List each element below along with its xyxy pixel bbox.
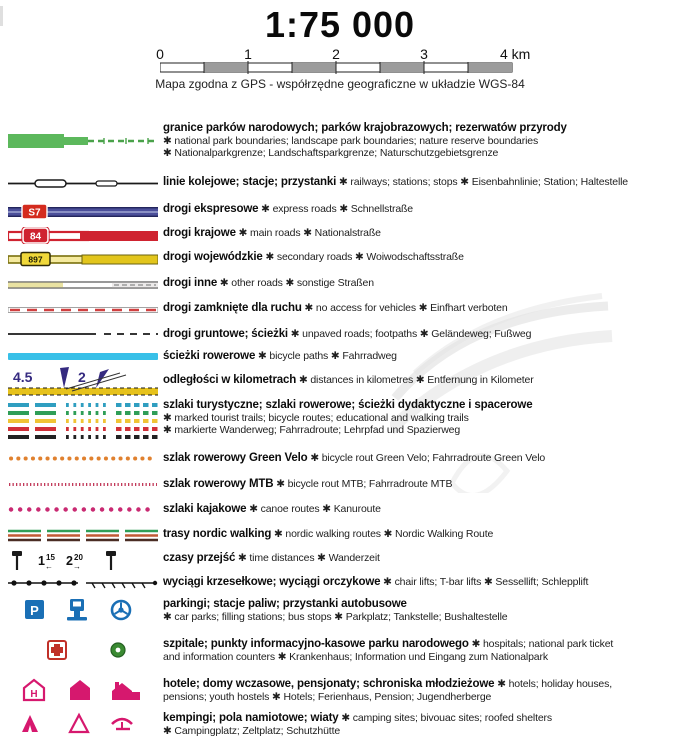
svg-text:P: P — [30, 603, 39, 618]
roofed-shelter-icon — [112, 719, 132, 729]
national-park-info-icon — [111, 643, 125, 657]
park-boundary-symbol — [8, 131, 158, 153]
scan-edge-artifact — [0, 6, 3, 26]
green-velo-symbol — [8, 454, 158, 463]
marked-trails-symbol — [8, 401, 158, 442]
svg-text:2: 2 — [66, 554, 73, 568]
camping-symbols — [8, 712, 158, 735]
bivouac-site-icon — [70, 715, 88, 732]
scalebar-tick-label: 1 — [244, 46, 252, 62]
parking-icon — [25, 600, 44, 619]
time-distance-symbol — [8, 549, 158, 573]
svg-text:←: ← — [45, 562, 53, 571]
svg-text:4.5: 4.5 — [13, 369, 33, 385]
bus-stop-icon — [112, 601, 130, 619]
svg-text:2: 2 — [78, 369, 86, 385]
lift-symbol — [8, 577, 158, 590]
other-road-symbol — [8, 279, 158, 291]
map-legend-page: 1:75 000 0 1 2 3 4 km Mapa zgodna z GPS - współrzędne geograficzne w układzie WGS-84 granice parków narodowych; parków krajobrazowych; rezerwatów przyrody ✱ national park boundaries; landscape park boundaries; nature reserve boundaries ✱ Nationalparkgrenze; Landschaftsparkgrenze; Naturschutzgebietsgrenze linie kolejowe; stacje; przystanki ✱ railways; stations; stops ✱ Eisenbahnlinie; Station; Haltestelle S7 drogi ekspresowe ✱ express roads ✱ Schnellstraße 84 drogi krajowe ✱ main roads ✱ Nationalstraße 897 drogi wojewódzkie ✱ secondary roads ✱ Woiwodschaftsstraße drogi inne ✱ other roads ✱ sonstige Straßen drogi zamknięte dla ruchu ✱ no access for vehicles ✱ Einfhart verboten drogi gruntowe; ścieżki ✱ unpaved roads; footpaths ✱ Geländeweg; Fußweg ścieżki rowerowe ✱ bicycle paths ✱ Fahrradweg 4.5 2 odległości w kilometrach ✱ distances in kilometres ✱ Entfernung in Kilometer szlaki turystyczne; szlaki rowerowe; ścieżki dydaktyczne i spacerowe ✱ marked tourist trails; bicycle routes; educational and walking trails ✱ markierte Wanderweg; Fahrradroute; Lehrpfad und Spazierweg szlak rowerowy Green Velo ✱ bicycle rout Green Velo; Fahrradroute Green Velo szlak rowerowy MTB ✱ bicycle rout MTB; Fahrradroute MTB szlaki kajakowe ✱ canoe routes ✱ Kanuroute trasy nordic walking ✱ nordic walking routes ✱ Nordic Walking Route 1 15 ← 2 20 → czasy przejść ✱ time distances ✱ Wanderzeit wyciągi krzesełkowe; wyciągi orczykowe ✱ chair lifts; T-bar lifts ✱ Sessellift; Schlepplift P parkingi; stacje paliw; przystanki autobusowe ✱ car parks; filling stations; bus stops ✱ Parkplatz; Tankstelle; Bushaltestelle szpitale; punkty informacyjno-kasowe parku narodowego ✱ hospitals; national park ticket and information counters ✱ Krankenhaus; Information und Eingang zum Nationalpark H hotele; domy wczasowe, pensjonaty; schroniska młodzieżowe ✱ hotels; holiday houses, pensions; youth hostels ✱ Hotels; Ferienhaus, Pension; Jugendherberge kempingi; pola namiotowe; wiaty ✱ camping sites; bivouac sites; roofed shelters ✱ Campingplatz; Zeltplatz; Schutzhütte — [0, 0, 680, 750]
road-number-badge-84 — [22, 227, 49, 244]
hospital-info-symbol — [8, 640, 158, 661]
svg-text:S7: S7 — [28, 207, 41, 219]
fuel-station-icon — [67, 599, 87, 621]
scalebar-tick-label: 0 — [156, 46, 164, 62]
svg-text:15: 15 — [46, 553, 55, 562]
holiday-house-icon — [70, 680, 90, 700]
hospital-icon — [48, 641, 66, 659]
scalebar-end-label: 4 km — [500, 46, 531, 62]
railway-symbol — [8, 177, 158, 190]
camping-site-icon — [22, 715, 38, 732]
road-number-badge-s7 — [22, 204, 47, 219]
svg-text:H: H — [30, 689, 38, 700]
gps-note: Mapa zgodna z GPS - współrzędne geograficzne w układzie WGS-84 — [155, 77, 525, 91]
scalebar-tick-label: 3 — [420, 46, 428, 62]
hotel-symbols — [8, 678, 158, 703]
svg-text:1: 1 — [38, 554, 45, 568]
svg-text:20: 20 — [74, 553, 83, 562]
distance-markers-symbol — [8, 365, 158, 398]
nordic-walking-symbol — [8, 528, 158, 543]
main-road-symbol — [8, 227, 158, 244]
secondary-road-symbol — [8, 251, 158, 267]
signpost-icon — [106, 551, 116, 570]
canoe-route-symbol — [8, 505, 158, 514]
svg-text:→: → — [73, 562, 81, 571]
scale-bar — [160, 61, 514, 74]
scale-title: 1:75 000 — [264, 4, 416, 45]
closed-road-symbol — [8, 305, 158, 315]
road-number-badge-897 — [21, 253, 50, 266]
hotel-icon — [24, 680, 44, 700]
bicycle-path-symbol — [8, 351, 158, 362]
scalebar-tick-label: 2 — [332, 46, 340, 62]
unpaved-road-symbol — [8, 329, 158, 339]
express-road-symbol — [8, 203, 158, 220]
mtb-route-symbol — [8, 480, 158, 489]
svg-text:897: 897 — [28, 254, 43, 265]
svg-text:84: 84 — [29, 231, 42, 243]
parking-fuel-bus-symbol — [8, 598, 158, 625]
youth-hostel-icon — [112, 682, 140, 700]
signpost-icon — [12, 551, 22, 570]
